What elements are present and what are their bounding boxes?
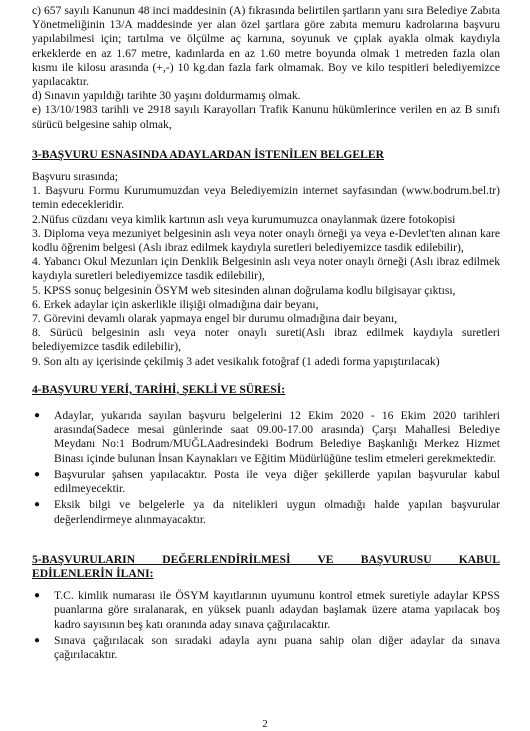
list-item (32, 634, 500, 662)
eligibility-continued (32, 4, 500, 132)
list-item (32, 498, 500, 526)
document-item-4: 4. Yabancı Okul Mezunları için Denklik Belgesinin aslı veya noter onaylı örneği (Aslı ibraz edilmek kaydıyla suretleri belediyemizce tasdik edilebilir), (32, 255, 500, 283)
document-item-6: 6. Erkek adaylar için askerlikle ilişiği olmadığına dair beyanı, (32, 297, 319, 311)
heading-word: DEĞERLENDİRİLMESİ (162, 552, 291, 566)
section-4-list (32, 409, 500, 527)
document-item-1: 1. Başvuru Formu Kurumumuzdan veya Belediyemizin internet sayfasından (www.bodrum.bel.tr) temin edecekleridir. (32, 184, 500, 212)
section-3-heading: 3-BAŞVURU ESNASINDA ADAYLARDAN İSTENİLEN BELGELER (32, 147, 384, 161)
item-e: e) 13/10/1983 tarihli ve 2918 sayılı Karayolları Trafik Kanunu hükümlerince verilen en az B sınıfı sürücü belgesine sahip olmak, (32, 103, 500, 131)
page-number: 2 (262, 718, 268, 730)
document-item-2: 2.Nüfus cüzdanı veya kimlik kartının aslı veya kurumumuzca onaylanmak üzere fotokopisi (32, 212, 456, 226)
section-5-bullet-1: T.C. kimlik numarası ile ÖSYM kayıtlarının uyumunu kontrol etmek suretiyle adaylar KPSS puanlarına göre sıralanarak, en yüksek puanlı adaydan başlamak üzere atama yapılacak boş kadro sayısının beş katı oranında aday sınava çağırılacaktır. (54, 589, 500, 631)
section-4-bullet-1: Adaylar, yukarıda sayılan başvuru belgelerini 12 Ekim 2020 - 16 Ekim 2020 tarihleri arasında(Sadece mesai günlerinde saat 09.00-17.00 arasında) Çarşı Mahallesi Belediye Meydanı No:1 Bodrum/MUĞLAadresindeki Bodrum Belediye Başkanlığı Merkez Hizmet Binası içinde bulunan İnsan Kaynakları ve Eğitim Müdürlüğüne teslim etmeleri gerekmektedir. (54, 409, 500, 465)
section-3-intro: Başvuru sırasında; (32, 170, 118, 184)
section-4-bullet-2: Başvurular şahsen yapılacaktır. Posta ile veya diğer şekillerde yapılan başvurular kabul edilmeyecektir. (54, 467, 500, 496)
document-item-3: 3. Diploma veya mezuniyet belgesinin aslı veya noter onaylı örneği ya veya e-Devlet'ten alınan kare kodlu öğrenim belgesi (Aslı ibraz edilmek kaydıyla suretleri belediyemizce tasdik edilebilir), (32, 226, 500, 255)
bullet-icon: ● (34, 468, 41, 480)
bullet-icon: ● (34, 410, 41, 422)
bullet-icon: ● (34, 499, 41, 511)
list-item (32, 409, 500, 466)
section-4-heading: 4-BAŞVURU YERİ, TARİHİ, ŞEKLİ VE SÜRESİ: (32, 382, 286, 396)
document-page (32, 4, 500, 664)
heading-word: VE (317, 552, 334, 566)
section-5-bullet-2: Sınava çağırılacak son sıradaki adayla aynı puana sahip olan diğer adaylar da sınava çağırılacaktır. (54, 633, 500, 661)
section-5-heading-line-2: EDİLENLERİN İLANI: (32, 566, 154, 580)
document-item-5: 5. KPSS sonuç belgesinin ÖSYM web sitesinden alınan doğrulama kodlu bilgisayar çıktısı, (32, 283, 456, 297)
section-4-bullet-3: Eksik bilgi ve belgelerle ya da nitelikleri uygun olmadığı halde yapılan başvurular değerlendirmeye alınmayacaktır. (54, 498, 500, 526)
document-item-9: 9. Son altı ay içerisinde çekilmiş 3 adet vesikalık fotoğraf (1 adedi forma yapıştırılacak) (32, 354, 440, 368)
section-5-heading-line-1 (32, 553, 500, 567)
document-item-8: 8. Sürücü belgesinin aslı veya noter onaylı sureti(Aslı ibraz edilmek kaydıyla suretleri belediyemizce tasdik edilebilir), (32, 326, 500, 354)
section-5-list (32, 589, 500, 662)
list-item (32, 468, 500, 496)
heading-word: BAŞVURUSU (360, 552, 432, 566)
item-c: c) 657 sayılı Kanunun 48 inci maddesinin (A) fıkrasında belirtilen şartların yanı sıra Belediye Zabıta Yönetmeliğinin 13/A maddesinde yer alan özel şartlara göre zabıta memuru kadrolarına başvuru yapılabilmesi için; tartılma ve ölçülme aç karnına, soyunuk ve çıplak ayakla olmak kaydıyla erkeklerde en az 1.67 metre, kadınlarda en az 1.60 metre boyunda olmak 1 metreden fazla olan kısmı ile kilosu arasında (+,-) 10 kg.dan fazla fark olmamak. Boy ve kilo tespitleri belediyemizce yapılacaktır. (32, 4, 500, 89)
bullet-icon: ● (34, 634, 41, 646)
heading-word: 5-BAŞVURULARIN (32, 552, 136, 566)
list-item (32, 589, 500, 632)
document-item-7: 7. Görevini devamlı olarak yapmaya engel bir durumu olmadığına dair beyanı, (32, 312, 398, 326)
item-d: d) Sınavın yapıldığı tarihte 30 yaşını doldurmamış olmak. (32, 89, 301, 103)
heading-word: KABUL (458, 552, 500, 566)
bullet-icon: ● (34, 590, 41, 602)
section-3-body (32, 170, 500, 369)
